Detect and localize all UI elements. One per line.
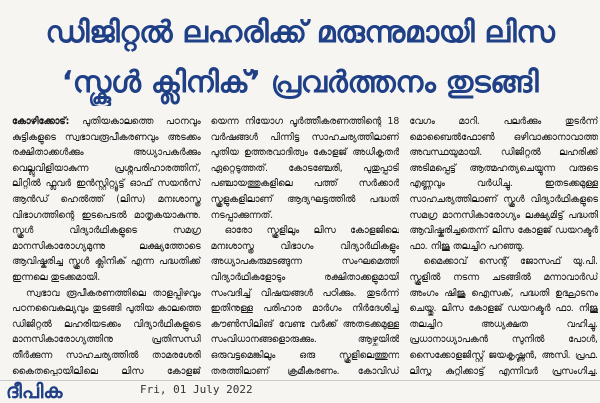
article-column-1 — [12, 114, 201, 376]
headline-line-1: ഡിജിറ്റൽ ലഹരിക്ക് മരുന്നുമായി ലിസ — [45, 15, 555, 50]
page-footer — [0, 380, 600, 401]
article-body — [12, 114, 598, 376]
article-column-2 — [211, 114, 400, 376]
dateline: കോഴിക്കോട്: — [12, 116, 70, 127]
publication-date: Fri, 01 July 2022 — [140, 383, 253, 396]
article-paragraph: യെന്ന നിയോഗ പൂർത്തീകരണത്തിന്റെ 18 വർഷങ്ങൾ പിന്നിട്ട സാഹചര്യത്തിലാണ് പുതിയ ഉത്തരവാദിത്വം കോളജ് അധികൃതർ ഏറ്റെടുത്തത്. കോടഞ്ചേരി, പുതുപ്പാടി പഞ്ചായത്തുകളിലെ പത്ത് സർക്കാർ സ്കൂളുകളിലാണ് ആദ്യഘട്ടത്തിൽ പദ്ധതി നടപ്പാക്കുന്നത്. — [210, 116, 400, 221]
paragraph-text: പുതിയകാലത്തെ പഠനവും കുട്ടികളുടെ സ്വഭാവരൂപീകരണവും അടക്കം രക്ഷിതാക്കൾക്കും അധ്യാപകർക്കും വെല്ലുവിളിയാകുന്ന പ്രശ്നപരിഹാരത്തിന്, ലിറ്റിൽ ഫ്ലവർ ഇൻസ്റ്റിറ്റ്യൂട്ട് ഓഫ് സയൻസ് ആൻഡ് ഹെൽത്ത് (ലിസ) മനഃശാസ്ത്ര വിഭാഗത്തിന്റെ ഇടപെടൽ മാതൃകയാകുന്നു. സ്കൂൾ വിദ്യാർഥികളുടെ സമഗ്ര മാനസികാരോഗ്യമുന്നു ലക്ഷ്യത്തോടെ ആവിഷ്കരിച്ച സ്കൂൾ ക്ലിനിക് എന്ന പദ്ധതിക്ക് ഇന്നലെ തുടക്കമായി. — [12, 116, 201, 283]
article-paragraph — [12, 114, 201, 286]
publication-logo: ദീപിക — [6, 379, 63, 403]
headline-line-2: ‘സ്കൂൾ ക്ലിനിക്’ പ്രവർത്തനം തുടങ്ങി — [61, 65, 539, 100]
article-paragraph: മൈക്കാവ് സെന്റ് ജോസഫ് യു.പി. സ്കൂളിൽ നടന്ന ചടങ്ങിൽ മന്നാവാർഡ് അംഗം ഷിജു ഐസക്, പദ്ധതി ഉദ്ഘാടനം ചെയ്തു. ലിസ കോളജ് ഡയറക്ടർ ഫാ. നിജു തലച്ചിറ അധ്യക്ഷത വഹിച്ചു. പ്രധാനാധ്യാപകൻ സുനിൽ പോൾ, സൈക്കോളജിസ്റ്റ് ജയകൃഷ്ണൻ, അസി. പ്രഫ. ലിസ്ന കുറ്റിക്കാട്ട് എന്നിവർ പ്രസംഗിച്ചു. — [409, 256, 598, 376]
article-paragraph: സ്വഭാവ രൂപീകരണത്തിലെ താളപ്പിഴവും പഠനവൈകല്യവും തുടങ്ങി പുതിയ കാലത്തെ ഡിജിറ്റൽ ലഹരിയടക്കം വിദ്യാർഥികളുടെ മാനസികാരോഗ്യത്തിനു പ്രതിസന്ധി തീർക്കുന്ന സാഹചര്യത്തിൽ താമരശേരി കൈതപ്പൊയിലിലെ ലിസ കോളജ് — [12, 287, 201, 376]
article-column-3 — [409, 114, 598, 376]
article-paragraph: ഓരോ സ്കൂളിലും ലിസ കോളജിലെ മനഃശാസ്ത്ര വിഭാഗം വിദ്യാർഥികളും അധ്യാപകരുമടങ്ങുന്ന സംഘമെത്തി വിദ്യാർഥികളോടും രക്ഷിതാക്കളുമായി സംവദിച്ച് വിഷയങ്ങൾ പഠിക്കും. തുടർന്ന് ഇതിനുള്ള പരിഹാര മാർഗം നിർദേശിച്ച് കൗൺസിലിങ് വേണ്ട വർക്ക് അതടക്കമുള്ള സംവിധാനങ്ങളൊരുക്കും. ആഴ്ചയിൽ ഒരുവട്ടമെങ്കിലും ഒരു സ്കൂളിലെത്തുന്ന തരത്തിലാണ് ക്രമീകരണം. കോവിഡ് — [210, 225, 400, 376]
article-paragraph: വേഗം മാറി. പലർക്കും തുടർന്ന് മൊബൈൽഫോൺ ഒഴിവാക്കാനാവാത്ത അവസ്ഥയുമായി. ഡിജിറ്റൽ ലഹരിക്ക് അടിമപ്പെട്ട് ആത്മഹത്യചെയ്യുന്ന വരുടെ എണ്ണവും വർധിച്ചു. ഇതടക്കമുള്ള സാഹചര്യത്തിലാണ് സ്കൂൾ വിദ്യാർഥികളുടെ സമഗ്ര മാനസികാരോഗ്യം ലക്ഷ്യമിട്ട് പദ്ധതി ആവിഷ്കരിച്ചതെന്ന് ലിസ കോളജ് ഡയറക്ടർ ഫാ. നിജു തലച്ചിറ പറഞ്ഞു. — [409, 116, 598, 252]
